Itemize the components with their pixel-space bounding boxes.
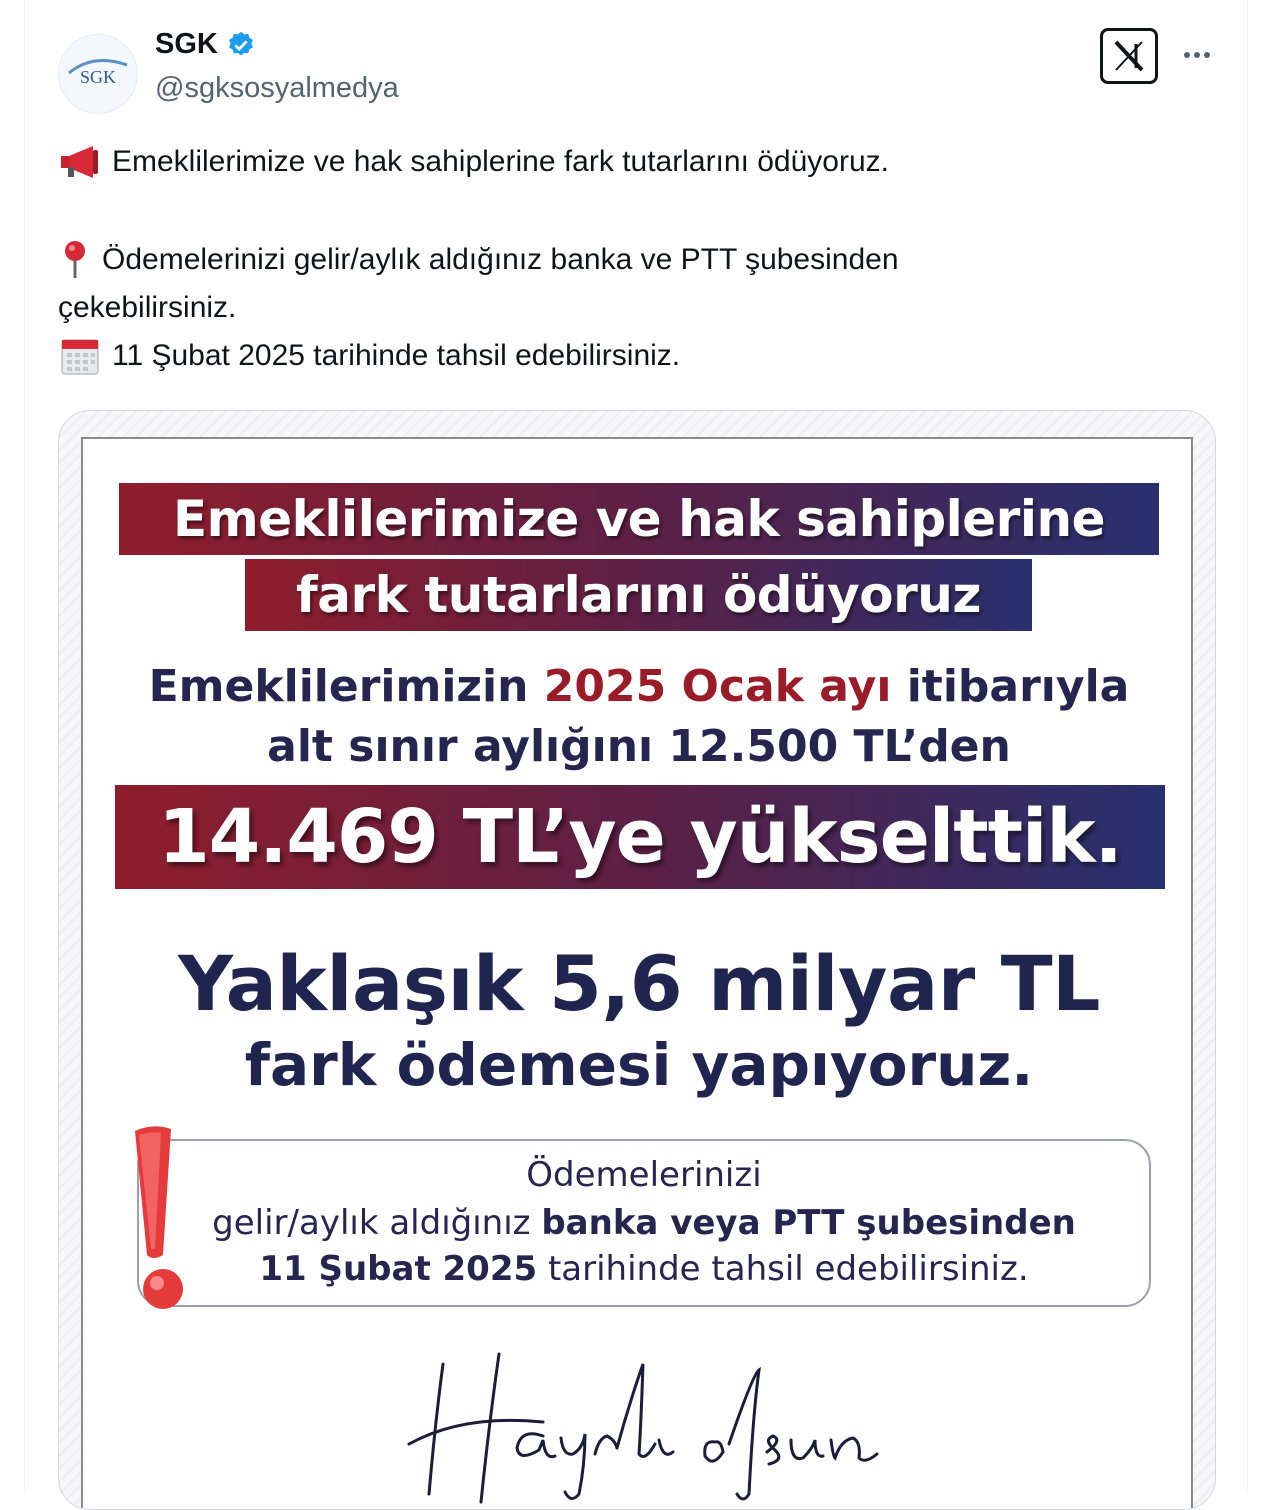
sgk-logo-icon	[63, 49, 133, 99]
notice-line	[139, 1249, 1149, 1289]
tweet-line-text: çekebilirsiniz.	[58, 291, 237, 324]
poster-highlight-banner: 14.469 TL’ye yükselttik.	[115, 785, 1165, 889]
poster-amount-subheading: fark ödemesi yapıyoruz.	[244, 1031, 1034, 1099]
tweet-media-image[interactable]	[58, 410, 1216, 1510]
x-logo-icon[interactable]	[1100, 28, 1158, 84]
tweet-text	[58, 236, 1208, 380]
poster-banner-line1: Emeklilerimize ve hak sahiplerine	[119, 483, 1159, 555]
tweet-line-text: 11 Şubat 2025 tarihinde tahsil edebilirsiniz.	[112, 339, 681, 372]
round-pushpin-icon	[58, 240, 92, 280]
megaphone-icon	[58, 142, 102, 182]
author-name-row[interactable]	[155, 28, 256, 61]
exclamation-mark-icon	[123, 1123, 203, 1313]
verified-badge-icon	[226, 30, 256, 60]
notice-text: tarihinde tahsil edebilirsiniz.	[537, 1249, 1029, 1289]
poster-subtitle-text: Emeklilerimizin	[148, 661, 544, 712]
signature-handwriting	[403, 1344, 903, 1504]
poster-amount-heading: Yaklaşık 5,6 milyar TL	[178, 939, 1100, 1028]
notice-line	[139, 1203, 1149, 1243]
author-handle[interactable]: @sgksosyalmedya	[155, 72, 399, 104]
notice-bold-text: banka veya PTT şubesinden	[541, 1203, 1076, 1243]
poster-subtitle-line2: alt sınır aylığını 12.500 TL’den	[267, 721, 1011, 772]
notice-text: gelir/aylık aldığınız	[212, 1203, 542, 1243]
tweet-line	[58, 236, 1208, 284]
poster-banner-line2: fark tutarlarını ödüyoruz	[245, 559, 1032, 631]
poster-subtitle-text: itibarıyla	[891, 661, 1130, 712]
notice-line: Ödemelerinizi	[526, 1155, 762, 1195]
notice-bold-date: 11 Şubat 2025	[259, 1249, 538, 1289]
author-name[interactable]: SGK	[155, 28, 218, 60]
poster-subtitle-line1	[83, 661, 1195, 712]
tweet-line	[58, 284, 1208, 332]
poster-subtitle-date: 2025 Ocak ayı	[543, 661, 892, 712]
tweet-line-text: Ödemelerinizi gelir/aylık aldığınız banka ve PTT şubesinden	[102, 243, 899, 276]
calendar-icon	[58, 336, 102, 376]
tweet-line	[58, 138, 1208, 186]
tweet-line-text: Emeklilerimize ve hak sahiplerine fark tutarlarını ödüyoruz.	[112, 145, 889, 178]
tweet-line	[58, 332, 1208, 380]
more-options-icon[interactable]	[1180, 38, 1214, 72]
poster	[81, 437, 1193, 1510]
poster-notice-box	[137, 1139, 1151, 1307]
author-avatar[interactable]	[58, 34, 138, 114]
tweet-text	[58, 138, 1208, 186]
svg-text:SGK: SGK	[79, 67, 117, 87]
